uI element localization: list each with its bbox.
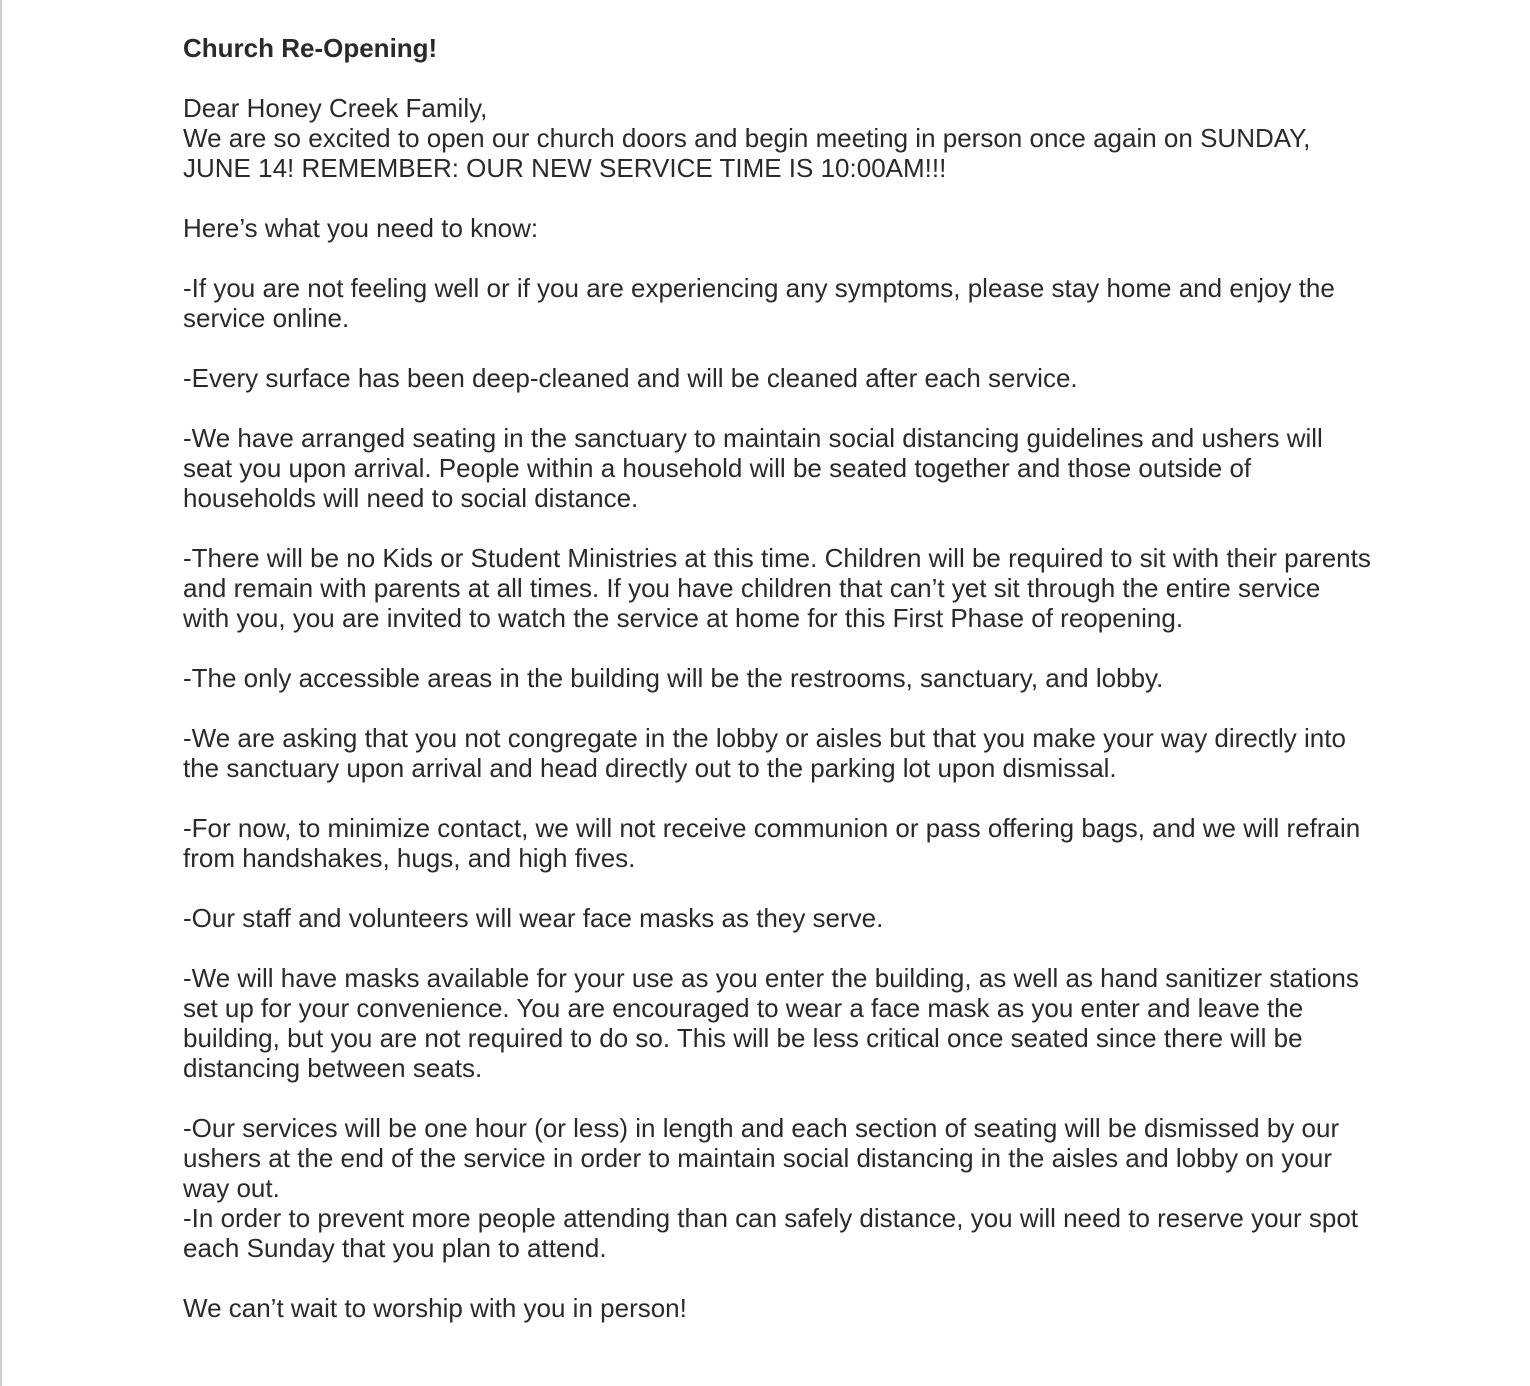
list-item: -If you are not feeling well or if you are experiencing any symptoms, please stay home and enjoy the service online.	[183, 273, 1335, 333]
closing-line: We can’t wait to worship with you in person!	[183, 1293, 687, 1323]
spacer	[183, 1083, 1373, 1113]
spacer	[183, 1263, 1373, 1293]
list-item: -Our services will be one hour (or less) in length and each section of seating will be dismissed by our ushers at the end of the service in order to maintain social distancing in the aisles and lobby on your way out.	[183, 1113, 1340, 1203]
spacer	[183, 933, 1373, 963]
spacer	[183, 873, 1373, 903]
spacer	[183, 243, 1373, 273]
spacer	[183, 513, 1373, 543]
list-item: -For now, to minimize contact, we will not receive communion or pass offering bags, and we will refrain from handshakes, hugs, and high fives.	[183, 813, 1361, 873]
list-item: -Our staff and volunteers will wear face masks as they serve.	[183, 903, 884, 933]
list-item: -There will be no Kids or Student Ministries at this time. Children will be required to sit with their parents and remain with parents at all times. If you have children that can’t yet sit through the entire service with you, you are invited to watch the service at home for this First Phase of reopening.	[183, 543, 1371, 633]
intro-paragraph: We are so excited to open our church doors and begin meeting in person once again on SUNDAY, JUNE 14! REMEMBER: OUR NEW SERVICE TIME IS 10:00AM!!!	[183, 123, 1311, 183]
spacer	[183, 63, 1373, 93]
list-item: -We are asking that you not congregate in the lobby or aisles but that you make your way directly into the sanctuary upon arrival and head directly out to the parking lot upon dismissal.	[183, 723, 1346, 783]
list-item: -Every surface has been deep-cleaned and will be cleaned after each service.	[183, 363, 1078, 393]
list-item: -The only accessible areas in the building will be the restrooms, sanctuary, and lobby.	[183, 663, 1164, 693]
spacer	[183, 393, 1373, 423]
document-body	[183, 33, 1373, 1323]
spacer	[183, 783, 1373, 813]
page-left-border	[0, 0, 2, 1386]
list-item: -We have arranged seating in the sanctuary to maintain social distancing guidelines and ushers will seat you upon arrival. People within a household will be seated together and those outside of households will need to social distance.	[183, 423, 1323, 513]
list-item: -In order to prevent more people attending than can safely distance, you will need to reserve your spot each Sunday that you plan to attend.	[183, 1203, 1359, 1263]
list-item: -We will have masks available for your use as you enter the building, as well as hand sanitizer stations set up for your convenience. You are encouraged to wear a face mask as you enter and leave the building, but you are not required to do so. This will be less critical once seated since there will be distancing between seats.	[183, 963, 1359, 1083]
greeting: Dear Honey Creek Family,	[183, 93, 488, 123]
spacer	[183, 333, 1373, 363]
spacer	[183, 693, 1373, 723]
spacer	[183, 183, 1373, 213]
need-to-know-heading: Here’s what you need to know:	[183, 213, 539, 243]
spacer	[183, 633, 1373, 663]
document-title: Church Re-Opening!	[183, 33, 438, 63]
